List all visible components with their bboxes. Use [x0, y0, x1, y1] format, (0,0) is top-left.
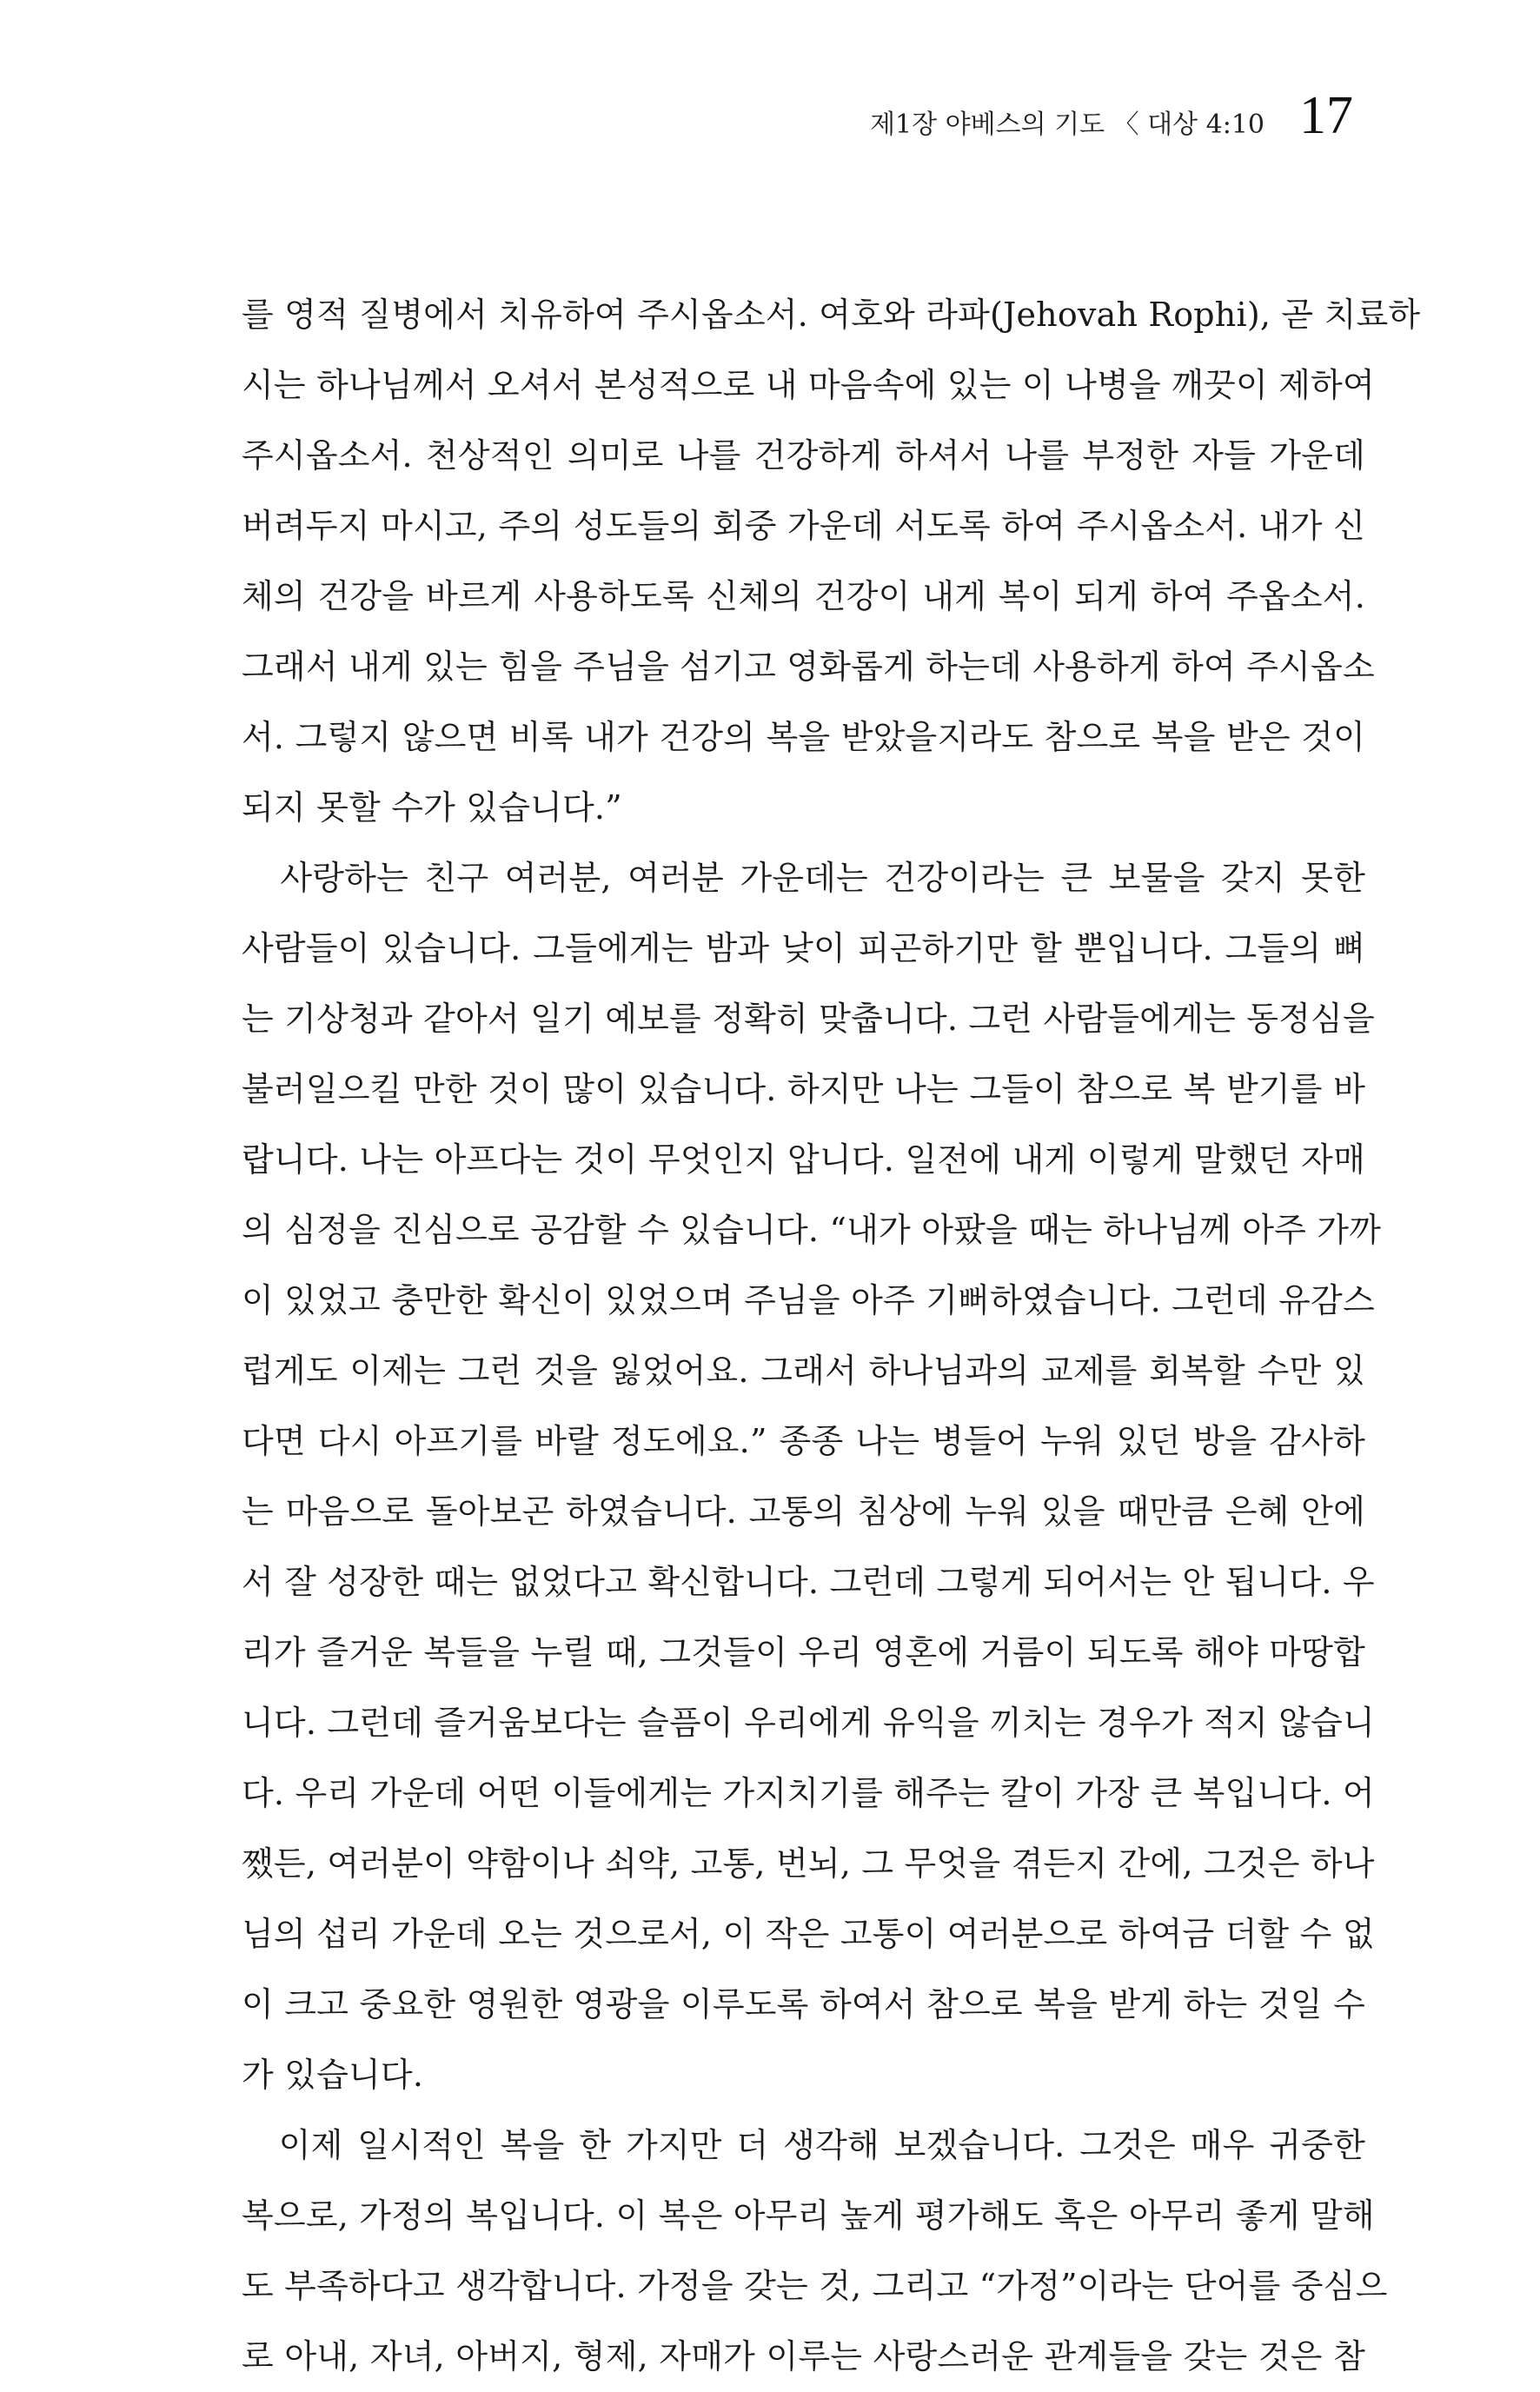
text-line: 님의 섭리 가운데 오는 것으로서, 이 작은 고통이 여러분으로 하여금 더할 수 없 — [242, 1915, 1375, 1953]
text-line: 버려두지 마시고, 주의 성도들의 회중 가운데 서도록 하여 주시옵소서. 내가 신 — [242, 507, 1365, 545]
text-line: 랍니다. 나는 아프다는 것이 무엇인지 압니다. 일전에 내게 이렇게 말했던 자매 — [242, 1140, 1366, 1179]
text-line: 의 심정을 진심으로 공감할 수 있습니다. “내가 아팠을 때는 하나님께 아주 가까 — [242, 1211, 1382, 1249]
text-line: 는 기상청과 같아서 일기 예보를 정확히 맞춥니다. 그런 사람들에게는 동정심을 — [242, 1000, 1375, 1038]
text-line: 는 마음으로 돌아보곤 하였습니다. 고통의 침상에 누워 있을 때만큼 은혜 안에 — [242, 1492, 1365, 1531]
text-line: 쨌든, 여러분이 약함이나 쇠약, 고통, 번뇌, 그 무엇을 겪든지 간에, 그것은 하나 — [242, 1844, 1375, 1883]
text-line: 이제 일시적인 복을 한 가지만 더 생각해 보겠습니다. 그것은 매우 귀중한 — [242, 2126, 1365, 2164]
page-number: 17 — [1299, 86, 1353, 145]
text-line: 다면 다시 아프기를 바랄 정도에요.” 종종 나는 병들어 누워 있던 방을 감사하 — [242, 1422, 1365, 1460]
text-line: 시는 하나님께서 오셔서 본성적으로 내 마음속에 있는 이 나병을 깨끗이 제하여 — [242, 366, 1375, 404]
text-line: 를 영적 질병에서 치유하여 주시옵소서. 여호와 라파(Jehovah Rophi), 곧 치료하 — [242, 296, 1421, 334]
text-line: 다. 우리 가운데 어떤 이들에게는 가지치기를 해주는 칼이 가장 큰 복입니다. 어 — [242, 1774, 1375, 1812]
body-text — [242, 280, 1421, 2392]
text-line: 니다. 그런데 즐거움보다는 슬픔이 우리에게 유익을 끼치는 경우가 적지 않습니 — [242, 1704, 1375, 1742]
text-line: 가 있습니다. — [242, 2056, 424, 2094]
text-line: 리가 즐거운 복들을 누릴 때, 그것들이 우리 영혼에 거름이 되도록 해야 마땅합 — [242, 1633, 1365, 1671]
running-header — [870, 86, 1353, 145]
chapter-title: 제1장 야베스의 기도 〈 대상 4:10 — [870, 110, 1265, 140]
text-line: 럽게도 이제는 그런 것을 잃었어요. 그래서 하나님과의 교제를 회복할 수만 있 — [242, 1352, 1365, 1390]
text-line: 사람들이 있습니다. 그들에게는 밤과 낮이 피곤하기만 할 뿐입니다. 그들의 뼈 — [242, 929, 1365, 967]
text-line: 사랑하는 친구 여러분, 여러분 가운데는 건강이라는 큰 보물을 갖지 못한 — [242, 859, 1365, 897]
text-line: 이 크고 중요한 영원한 영광을 이루도록 하여서 참으로 복을 받게 하는 것일 수 — [242, 1985, 1365, 2023]
text-line: 불러일으킬 만한 것이 많이 있습니다. 하지만 나는 그들이 참으로 복 받기를 바 — [242, 1070, 1365, 1108]
text-line: 도 부족하다고 생각합니다. 가정을 갖는 것, 그리고 “가정”이라는 단어를 중심으 — [242, 2267, 1388, 2305]
text-line: 복으로, 가정의 복입니다. 이 복은 아무리 높게 평가해도 혹은 아무리 좋게 말해 — [242, 2196, 1375, 2235]
text-line: 주시옵소서. 천상적인 의미로 나를 건강하게 하셔서 나를 부정한 자들 가운데 — [242, 436, 1365, 475]
text-line: 그래서 내게 있는 힘을 주님을 섬기고 영화롭게 하는데 사용하게 하여 주시옵소 — [242, 648, 1375, 686]
text-line: 로 아내, 자녀, 아버지, 형제, 자매가 이루는 사랑스러운 관계들을 갖는 것은 참 — [242, 2337, 1365, 2375]
text-line: 서. 그렇지 않으면 비록 내가 건강의 복을 받았을지라도 참으로 복을 받은 것이 — [242, 718, 1365, 756]
text-line: 서 잘 성장한 때는 없었다고 확신합니다. 그런데 그렇게 되어서는 안 됩니다. 우 — [242, 1563, 1375, 1601]
text-line: 체의 건강을 바르게 사용하도록 신체의 건강이 내게 복이 되게 하여 주옵소서. — [242, 577, 1365, 615]
text-line: 되지 못할 수가 있습니다.” — [242, 788, 622, 827]
text-line: 이 있었고 충만한 확신이 있었으며 주님을 아주 기뻐하였습니다. 그런데 유감스 — [242, 1281, 1375, 1319]
